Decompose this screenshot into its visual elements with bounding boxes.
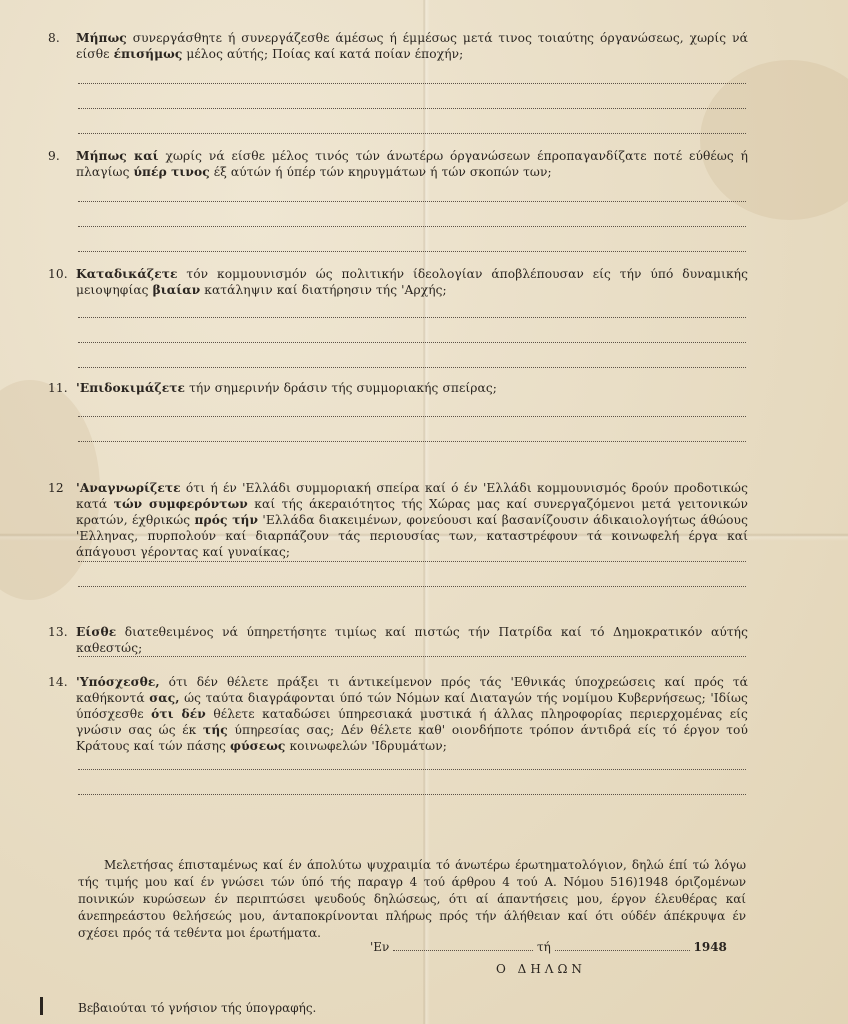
answer-line[interactable] (78, 341, 746, 343)
year-label: 1948 (693, 940, 727, 954)
question-number: 11. (48, 381, 68, 395)
question-number: 14. (48, 675, 68, 689)
signature-certification: Βεβαιούται τό γνήσιον τής ύπογραφής. (78, 1001, 317, 1015)
answer-line[interactable] (78, 585, 746, 587)
answer-line[interactable] (78, 366, 746, 368)
answer-line[interactable] (78, 200, 746, 202)
question-text-part: ώς ταύτα διαγράφονται ύπό τών Νόμων καί Διαταγών τής νομίμου Κυβερνήσεως; 'Ιδίως ύπόσχεσθε (76, 691, 748, 721)
question-14 (48, 674, 748, 754)
question-text-part: θέλετε καταδώσει ύπηρεσιακά μυστικά ή άλλας πληροφορίας περιερχομένας είς γνώσιν σας ώς έκ (76, 707, 748, 737)
question-keyword: 'Επιδοκιμάζετε (76, 381, 186, 395)
answer-line[interactable] (78, 82, 746, 84)
answer-lines-9 (78, 200, 746, 275)
place-label: 'Εν (370, 940, 390, 954)
question-keyword: σας, (149, 691, 180, 705)
answer-line[interactable] (78, 316, 746, 318)
question-number: 9. (48, 149, 60, 163)
question-text (76, 674, 748, 754)
answer-line[interactable] (78, 250, 746, 252)
question-keyword: Μήπως (76, 31, 127, 45)
answer-line[interactable] (78, 132, 746, 134)
question-keyword: ύπέρ τινος (133, 165, 210, 179)
question-text-part: χωρίς νά είσθε μέλος τινός τών άνωτέρω όργανώσεων έπροπαγανδίζατε ποτέ εύθέως ή πλαγίως (76, 149, 748, 179)
question-keyword: Μήπως καί (76, 149, 159, 163)
question-number: 10. (48, 267, 68, 281)
answer-lines-14 (78, 768, 746, 818)
answer-line[interactable] (78, 107, 746, 109)
question-text (76, 30, 748, 62)
answer-line[interactable] (78, 415, 746, 417)
declaration-text: Μελετήσας έπισταμένως καί έν άπολύτω ψυχραιμία τό άνωτέρω έρωτηματολόγιον, δηλώ έπί τώ λόγω τής τιμής μου καί έν γνώσει τών ύπό τής παραγρ 4 τού άρθρου 4 τού Α. Νόμου 516)1948 όριζομένων ποινικών κυρώσεων έν περιπτώσει ψευδούς δηλώσεως, ότι αί άπαντήσεις μου, έργον έλευθέρας καί άνεπηρεάστου θελήσεώς μου, άνταποκρίνονται πλήρως πρός τήν άλήθειαν καί ότι ούδέν άπέκρυψα έν σχέσει πρός τά τεθέντα μοι έρωτήματα. (78, 858, 746, 940)
answer-line[interactable] (78, 793, 746, 795)
question-text-part: ύπηρεσίας σας; Δέν θέλετε καθ' οιονδήποτε τρόπον άντιδρά είς τό έργον τού Κράτους καί τών πάσης (76, 723, 748, 753)
question-keyword: τής (203, 723, 228, 737)
question-keyword: φύσεως (229, 739, 286, 753)
question-keyword: ότι δέν (151, 707, 206, 721)
question-text (76, 480, 748, 560)
question-9 (48, 148, 748, 180)
question-number: 12 (48, 481, 64, 495)
answer-lines-12 (78, 560, 746, 610)
question-keyword: Καταδικάζετε (76, 267, 178, 281)
question-12 (48, 480, 748, 560)
ink-mark (40, 997, 43, 1015)
answer-line[interactable] (78, 225, 746, 227)
question-keyword: τών συμφερόντων (113, 497, 248, 511)
question-text (76, 624, 748, 656)
question-text-part: κατάληψιν καί διατήρησιν τής 'Αρχής; (204, 283, 447, 297)
question-text (76, 148, 748, 180)
question-text-part: 'Ελλάδα διακειμένων, φονεύουσι καί βασανίζουσιν άδικαιολογήτως άθώους 'Ελληνας, πυρπολούν (76, 513, 748, 543)
question-text-part: τόν κομμουνισμόν ώς πολιτικήν ίδεολογίαν άποβλέπουσαν είς τήν ύπό δυναμικής μειοψηφίας (76, 267, 748, 297)
question-13 (48, 624, 748, 656)
question-text-part: ότι δέν θέλετε πράξει τι άντικείμενον πρός τάς 'Εθνικάς ύποχρεώσεις καί πρός τά καθήκοντά (76, 675, 748, 705)
question-text-part: έξ αύτών ή ύπέρ τών κηρυγμάτων ή τών σκοπών των; (213, 165, 552, 179)
question-text (76, 380, 748, 396)
place-date-line (370, 940, 750, 954)
question-text-part: ότι ή έν 'Ελλάδι συμμοριακή σπείρα καί ό έν 'Ελλάδι κομμουνισμός δρούν προδοτικώς κατά (76, 481, 748, 511)
question-number: 8. (48, 31, 60, 45)
question-text-part: καί τής άκεραιότητος τής Χώρας μας καί συνεργαζόμενοι μετά γειτονικών κρατών, έχθρικώς (76, 497, 748, 527)
answer-line[interactable] (78, 768, 746, 770)
answer-line[interactable] (78, 655, 746, 657)
question-text-part: διατεθειμένος νά ύπηρετήσητε τιμίως καί πιστώς τήν Πατρίδα καί τό Δημοκρατικόν αύτής καθεστώς; (76, 625, 748, 655)
date-label: τή (537, 940, 551, 954)
question-text-part: καί διαρπάζουν τάς περιουσίας των, καταστρέφουν τά κοινωφελή έργα καί άπάγουσι γέροντας καί γυναίκας; (76, 529, 748, 559)
question-text (76, 266, 748, 298)
answer-lines-11 (78, 415, 746, 465)
question-text-part: μέλος αύτής; Ποίας καί κατά ποίαν έποχήν; (186, 47, 464, 61)
place-field[interactable] (393, 950, 533, 951)
question-keyword: έπισήμως (113, 47, 183, 61)
answer-line[interactable] (78, 440, 746, 442)
date-field[interactable] (555, 950, 690, 951)
question-text-part: τήν σημερινήν δράσιν τής συμμοριακής σπείρας; (189, 381, 497, 395)
answer-lines-8 (78, 82, 746, 157)
question-10 (48, 266, 748, 298)
question-11 (48, 380, 748, 396)
question-keyword: πρός τήν (194, 513, 259, 527)
question-text-part: συνεργάσθητε ή συνεργάζεσθε άμέσως ή έμμέσως μετά τινος τοιαύτης όργανώσεως, χωρίς νά είσθε (76, 31, 748, 61)
answer-line[interactable] (78, 560, 746, 562)
question-number: 13. (48, 625, 68, 639)
question-keyword: βιαίαν (152, 283, 201, 297)
question-keyword: 'Υπόσχεσθε, (76, 675, 160, 689)
question-keyword: Είσθε (76, 625, 117, 639)
question-8 (48, 30, 748, 62)
question-keyword: 'Αναγνωρίζετε (76, 481, 181, 495)
question-text-part: κοινωφελών 'Ιδρυμάτων; (289, 739, 447, 753)
declarant-label: Ο ΔΗΛΩΝ (496, 962, 586, 976)
